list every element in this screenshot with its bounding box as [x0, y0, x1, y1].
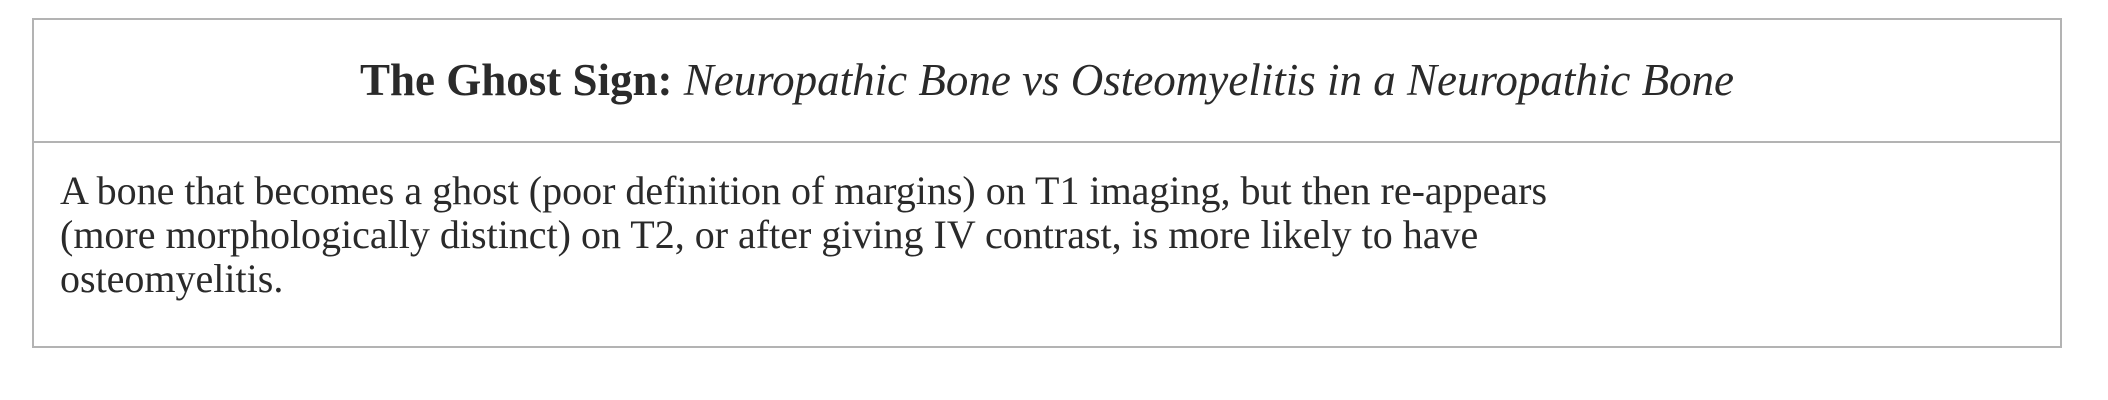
body-line-3: osteomyelitis. [60, 256, 284, 301]
table-header [34, 20, 2060, 143]
title-italic: Neuropathic Bone vs Osteomyelitis in a Neuropathic Bone [683, 55, 1735, 105]
ghost-sign-table [32, 18, 2062, 348]
title-bold: The Ghost Sign: [359, 55, 673, 105]
table-title [359, 55, 1735, 105]
table-body [34, 143, 2060, 301]
body-line-2: (more morphologically distinct) on T2, or after giving IV contrast, is more likely to have [60, 212, 1479, 257]
body-text [60, 169, 1960, 301]
body-line-1: A bone that becomes a ghost (poor definition of margins) on T1 imaging, but then re-appears [60, 168, 1548, 213]
